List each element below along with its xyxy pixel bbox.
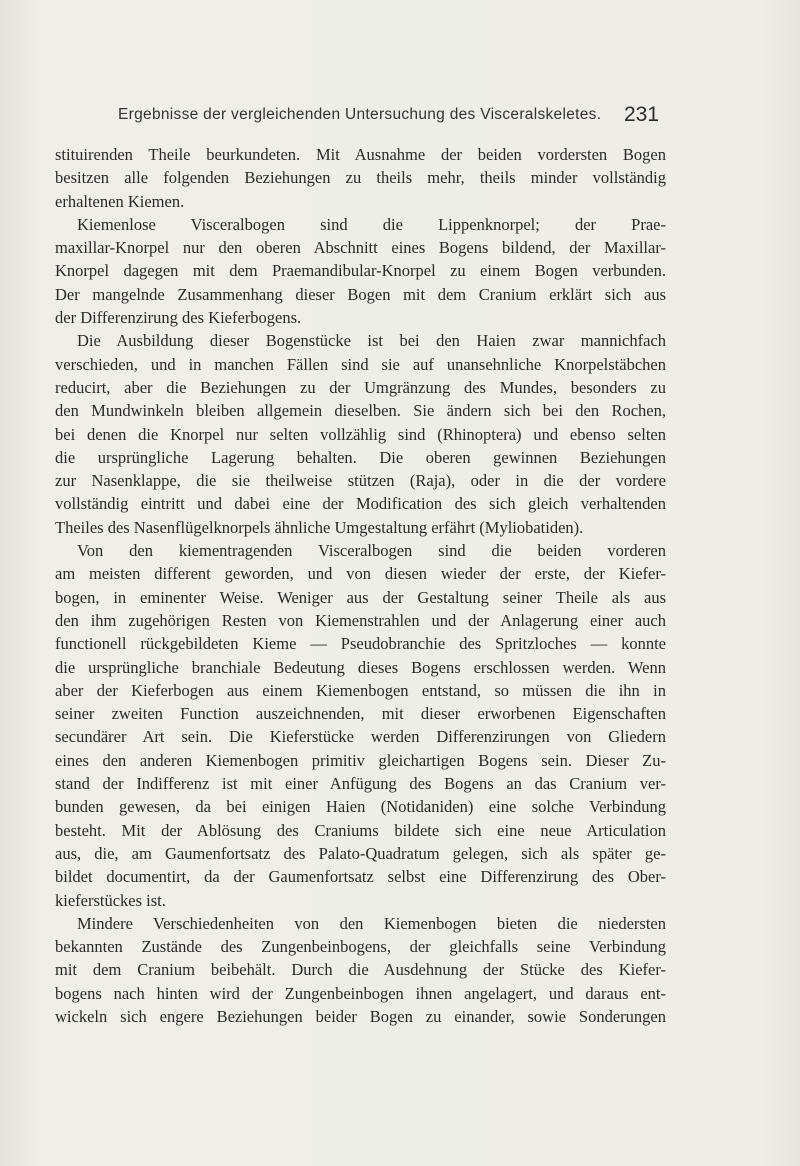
text-line: zur Nasenklappe, die sie theilweise stützen (Raja), oder in die der vordere	[55, 471, 666, 491]
text-line: erhaltenen Kiemen.	[55, 191, 185, 211]
text-line: Mindere Verschiedenheiten von den Kiemenbogen bieten die niedersten	[77, 913, 666, 933]
text-line: reducirt, aber die Beziehungen zu der Umgränzung des Mundes, besonders zu	[55, 377, 666, 397]
text-line: besteht. Mit der Ablösung des Craniums bildete sich eine neue Articulation	[55, 820, 666, 840]
text-line: Knorpel dagegen mit dem Praemandibular-Knorpel zu einem Bogen verbunden.	[55, 261, 666, 281]
text-line: bogen, in eminenter Weise. Weniger aus der Gestaltung seiner Theile als aus	[55, 587, 666, 607]
text-line: kieferstückes ist.	[55, 890, 166, 910]
text-line: stituirenden Theile beurkundeten. Mit Ausnahme der beiden vordersten Bogen	[55, 145, 666, 164]
text-line: vollständig eintritt und dabei eine der Modification des sich gleich verhaltenden	[55, 494, 666, 514]
text-line: der Differenzirung des Kieferbogens.	[55, 308, 302, 328]
text-line: stand der Indifferenz ist mit einer Anfügung des Bogens an das Cranium ver-	[55, 774, 666, 794]
text-line: eines den anderen Kiemenbogen primitiv gleichartigen Bogens sein. Dieser Zu-	[55, 750, 666, 770]
text-line: den ihm zugehörigen Resten von Kiemenstrahlen und der Anlagerung einer auch	[55, 610, 666, 630]
text-line: mit dem Cranium beibehält. Durch die Ausdehnung der Stücke des Kiefer-	[55, 960, 666, 980]
page-header	[118, 103, 659, 133]
text-line: den Mundwinkeln bleiben allgemein dieselben. Sie ändern sich bei den Rochen,	[55, 401, 666, 421]
text-line: bogens nach hinten wird der Zungenbeinbogen ihnen angelagert, und daraus ent-	[55, 983, 666, 1003]
text-line: Die Ausbildung dieser Bogenstücke ist bei den Haien zwar mannichfach	[77, 331, 666, 351]
text-line: bekannten Zustände des Zungenbeinbogens, der gleichfalls seine Verbindung	[55, 937, 666, 957]
text-line: besitzen alle folgenden Beziehungen zu theils mehr, theils minder vollständig	[55, 168, 666, 188]
body-text	[55, 143, 666, 1028]
text-line: maxillar-Knorpel nur den oberen Abschnitt eines Bogens bildend, der Maxillar-	[55, 238, 666, 258]
text-line: bildet documentirt, da der Gaumenfortsatz selbst eine Differenzirung des Ober-	[55, 867, 666, 887]
text-line: seiner zweiten Function auszeichnenden, mit dieser erworbenen Eigenschaften	[55, 704, 666, 724]
text-line: Von den kiementragenden Visceralbogen sind die beiden vorderen	[77, 541, 666, 561]
text-line: functionell rückgebildeten Kieme — Pseudobranchie des Spritzloches — konnte	[55, 634, 666, 654]
text-line: secundärer Art sein. Die Kieferstücke werden Differenzirungen von Gliedern	[55, 727, 666, 747]
text-line: bunden gewesen, da bei einigen Haien (Notidaniden) eine solche Verbindung	[55, 797, 666, 817]
text-line: verschieden, und in manchen Fällen sind sie auf unansehnliche Knorpelstäbchen	[55, 354, 666, 374]
text-line: Der mangelnde Zusammenhang dieser Bogen mit dem Cranium erklärt sich aus	[55, 284, 666, 304]
text-line: aber der Kieferbogen aus einem Kiemenbogen entstand, so müssen die ihn in	[55, 680, 666, 700]
page-number: 231	[623, 103, 659, 126]
text-line: Kiemenlose Visceralbogen sind die Lippenknorpel; der Prae-	[77, 214, 666, 234]
text-line: bei denen die Knorpel nur selten vollzählig sind (Rhinoptera) und ebenso selten	[55, 424, 666, 444]
text-line: am meisten different geworden, und von diesen wieder der erste, der Kiefer-	[55, 564, 666, 584]
text-line: aus, die, am Gaumenfortsatz des Palato-Quadratum gelegen, sich als später ge-	[55, 843, 666, 863]
text-line: wickeln sich engere Beziehungen beider Bogen zu einander, sowie Sonderungen	[55, 1006, 666, 1026]
running-head: Ergebnisse der vergleichenden Untersuchung des Visceralskeletes.	[118, 106, 602, 123]
text-line: die ursprüngliche branchiale Bedeutung dieses Bogens erschlossen werden. Wenn	[55, 657, 666, 677]
text-line: Theiles des Nasenflügelknorpels ähnliche Umgestaltung erfährt (Myliobatiden).	[55, 517, 584, 537]
text-line: die ursprüngliche Lagerung behalten. Die oberen gewinnen Beziehungen	[55, 447, 666, 467]
